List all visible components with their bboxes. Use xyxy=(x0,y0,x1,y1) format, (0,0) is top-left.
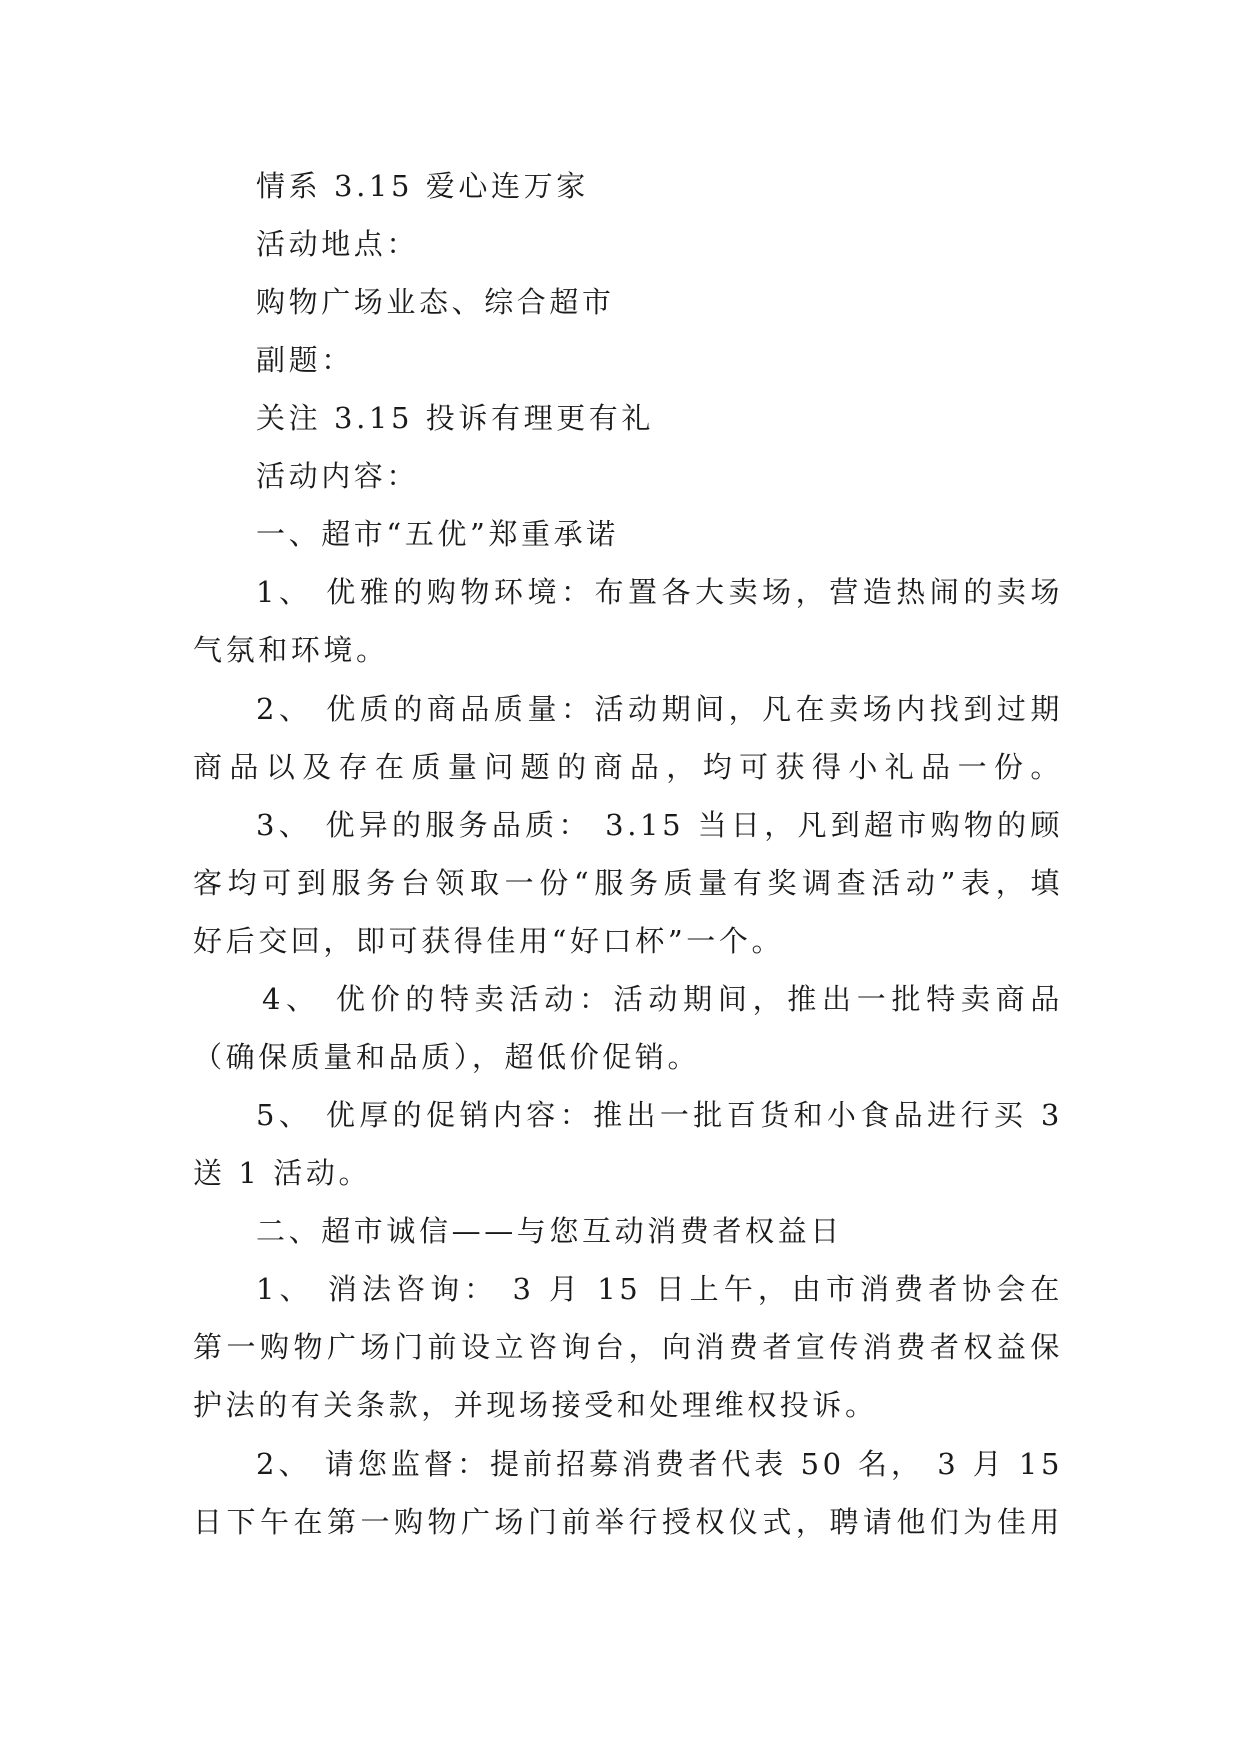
section-heading-2: 二、超市诚信——与您互动消费者权益日 xyxy=(256,1214,843,1248)
label-location: 活动地点： xyxy=(256,227,420,261)
paragraph-line: 1、 消法咨询： 3 月 15 日上午，由市消费者协会在 xyxy=(256,1272,1063,1306)
paragraph-line: 4、 优价的特卖活动：活动期间，推出一批特卖商品 xyxy=(262,982,1063,1016)
paragraph-line: 1、 优雅的购物环境：布置各大卖场，营造热闹的卖场 xyxy=(256,575,1063,609)
paragraph-line: 送 1 活动。 xyxy=(193,1156,372,1190)
paragraph-line: 好后交回，即可获得佳用“好口杯”一个。 xyxy=(193,924,785,958)
paragraph-line: 商品以及存在质量问题的商品，均可获得小礼品一份。 xyxy=(193,750,1063,784)
label-content: 活动内容： xyxy=(256,459,420,493)
document-title: 情系 3.15 爱心连万家 xyxy=(256,169,589,203)
label-subtitle: 副题： xyxy=(256,343,354,377)
paragraph-line: 5、 优厚的促销内容：推出一批百货和小食品进行买 3 xyxy=(256,1098,1063,1132)
location-text: 购物广场业态、综合超市 xyxy=(256,285,615,319)
paragraph-line: （确保质量和品质），超低价促销。 xyxy=(193,1040,701,1074)
paragraph-line: 日下午在第一购物广场门前举行授权仪式，聘请他们为佳用 xyxy=(193,1505,1063,1539)
paragraph-line: 客均可到服务台领取一份“服务质量有奖调查活动”表，填 xyxy=(193,866,1063,900)
paragraph-line: 2、 请您监督：提前招募消费者代表 50 名， 3 月 15 xyxy=(256,1447,1063,1481)
paragraph-line: 护法的有关条款，并现场接受和处理维权投诉。 xyxy=(193,1388,878,1422)
paragraph-line: 气氛和环境。 xyxy=(193,633,389,667)
paragraph-line: 第一购物广场门前设立咨询台，向消费者宣传消费者权益保 xyxy=(193,1330,1063,1364)
paragraph-line: 3、 优异的服务品质： 3.15 当日，凡到超市购物的顾 xyxy=(256,808,1063,842)
subtitle-text: 关注 3.15 投诉有理更有礼 xyxy=(256,401,655,435)
paragraph-line: 2、 优质的商品质量：活动期间，凡在卖场内找到过期 xyxy=(256,692,1063,726)
section-heading-1: 一、超市“五优”郑重承诺 xyxy=(256,517,619,551)
